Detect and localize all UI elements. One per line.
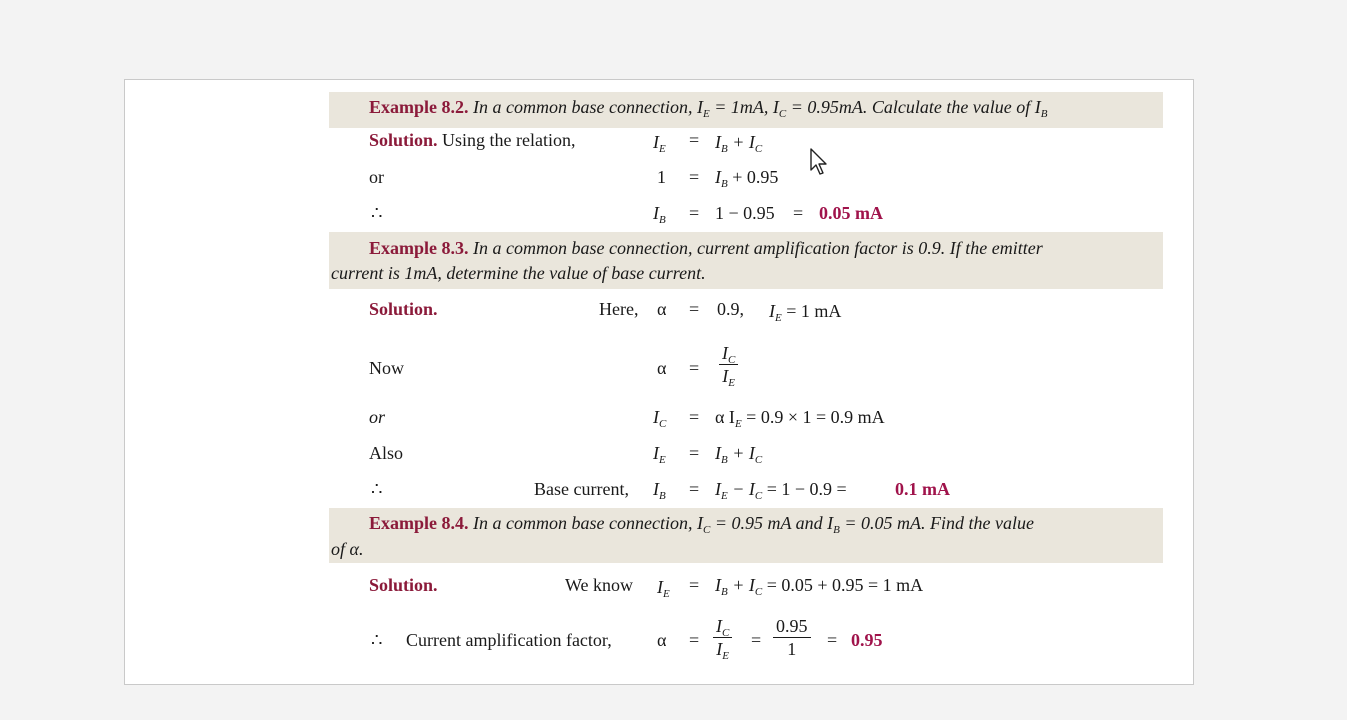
ie-rhs: $I_B + I_C = 0.05 + 0.95 = 1$ mA <box>715 575 924 598</box>
ie-given: $I_E = 1$ mA <box>769 301 842 324</box>
eq3-lhs: $I_B$ <box>653 203 666 226</box>
eq1-rhs: $I_B + I_C$ <box>715 132 763 155</box>
eq2-lhs: 1 <box>657 167 666 187</box>
caf-label: Current amplification factor, <box>406 630 612 650</box>
caf-result: 0.95 <box>851 630 883 650</box>
base-current-therefore: ∴ <box>371 479 383 499</box>
example-8-4-label: Example 8.4. <box>369 513 469 533</box>
also-text: Also <box>369 443 404 463</box>
example-8-3-label: Example 8.3. <box>369 238 469 258</box>
ic-rhs: α $I_E = 0.9 \times 1 = 0.9$ mA <box>715 407 885 430</box>
eq2-equals: = <box>689 167 700 187</box>
ie-lhs: $I_E$ <box>657 577 670 600</box>
eq3-therefore: ∴ <box>371 203 383 223</box>
alpha-symbol: α <box>657 299 667 319</box>
also-rhs: $I_B + I_C$ <box>715 443 763 466</box>
example-8-2-solution: Solution. Using the relation, <box>369 130 576 150</box>
mouse-cursor-icon <box>810 148 830 176</box>
example-8-2-question: Example 8.2. In a common base connection, $I_E = 1mA$, $I_C = 0.95mA$. Calculate the value of $I_B$ <box>369 97 1048 120</box>
caf-equals: = <box>689 630 700 650</box>
now-text: Now <box>369 358 404 378</box>
example-8-4-solution-label: Solution. <box>369 575 438 595</box>
alpha-symbol-2: α <box>657 358 667 378</box>
also-lhs: $I_E$ <box>653 443 666 466</box>
example-8-3-question-line2: current is 1mA, determine the value of base current. <box>331 263 706 283</box>
eq2-or: or <box>369 167 384 187</box>
eq3-rhs: 1 − 0.95 <box>715 203 775 223</box>
base-current-label: Base current, <box>534 479 629 499</box>
now-equals: = <box>689 358 700 378</box>
caf-therefore: ∴ <box>371 630 383 650</box>
example-8-2-label: Example 8.2. <box>369 97 469 117</box>
ic-lhs: $I_C$ <box>653 407 667 430</box>
document-page <box>124 79 1194 685</box>
alpha-equals: = <box>689 299 700 319</box>
caf-alpha: α <box>657 630 667 650</box>
example-8-4-question-line1: Example 8.4. In a common base connection, $I_C = 0.95$ mA and $I_B = 0.05$ mA. Find the value <box>369 513 1034 536</box>
ib-lhs: $I_B$ <box>653 479 666 502</box>
caf-ic-over-ie-fraction: $\frac{I_C}{I_E}$ <box>713 615 732 660</box>
eq3-result: 0.05 mA <box>819 203 883 223</box>
ic-equals: = <box>689 407 700 427</box>
ib-result: 0.1 mA <box>895 479 950 499</box>
caf-equals-2: = <box>751 630 762 650</box>
caf-equals-3: = <box>827 630 838 650</box>
here-text: Here, <box>599 299 639 319</box>
ib-equals: = <box>689 479 700 499</box>
caf-numeric-fraction: $\frac{0.95}{1}$ <box>773 615 811 660</box>
also-equals: = <box>689 443 700 463</box>
ie-equals: = <box>689 575 700 595</box>
example-8-4-question-line2: of α. <box>331 539 364 559</box>
eq1-lhs: $I_E$ <box>653 132 666 155</box>
example-8-3-question-line1: Example 8.3. In a common base connection, current amplification factor is 0.9. If the emitter <box>369 238 1043 258</box>
ib-rhs: $I_E - I_C = 1 - 0.9$ = <box>715 479 847 502</box>
example-8-3-solution-label: Solution. <box>369 299 438 319</box>
alpha-value: 0.9, <box>717 299 744 319</box>
or-text: or <box>369 407 386 427</box>
eq1-equals: = <box>689 130 700 150</box>
eq3-equals: = <box>689 203 700 223</box>
we-know-text: We know <box>565 575 634 595</box>
eq2-rhs: $I_B + 0.95$ <box>715 167 779 190</box>
eq3-equals-2: = <box>793 203 804 223</box>
ic-over-ie-fraction: $\frac{I_C}{I_E}$ <box>719 342 738 387</box>
